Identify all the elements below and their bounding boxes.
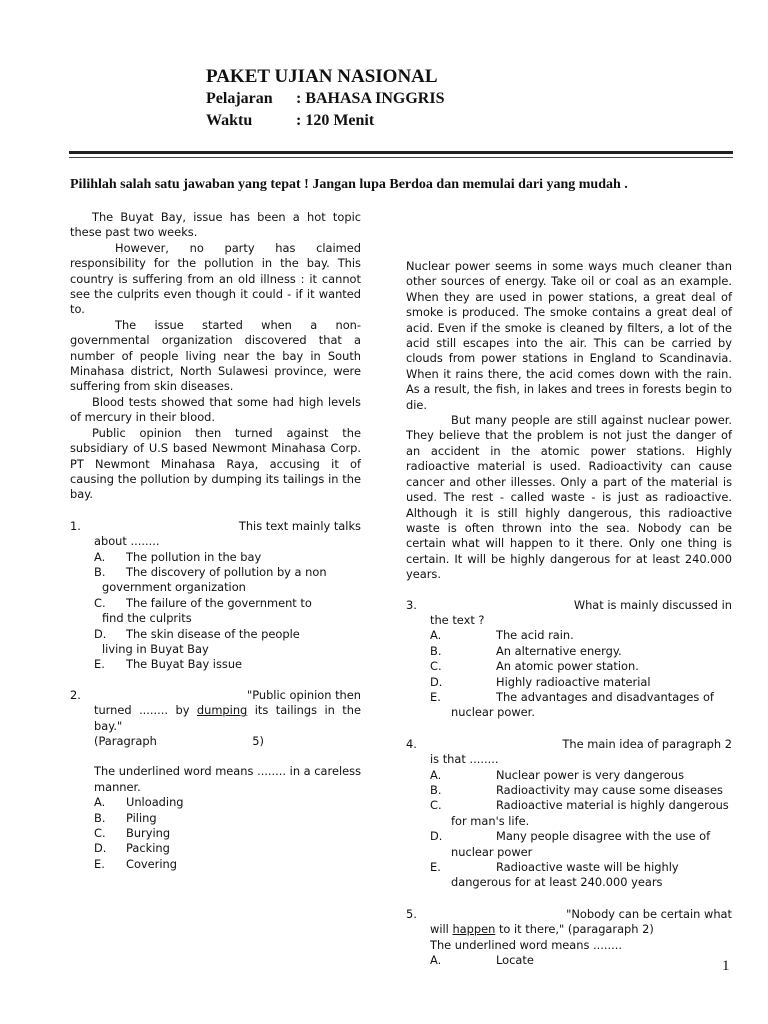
- question-4-stem-line1: The main idea of paragraph 2: [562, 736, 732, 751]
- option-text: The advantages and disadvantages of: [496, 689, 714, 704]
- option-letter: A.: [94, 549, 106, 564]
- question-5: [406, 907, 732, 969]
- stem-text: its tailings in the bay.": [94, 703, 361, 733]
- answer-option[interactable]: [406, 798, 732, 829]
- answer-option[interactable]: [70, 550, 361, 565]
- question-number: 2.: [70, 687, 81, 702]
- option-letter: C.: [94, 826, 106, 841]
- option-letter: D.: [94, 626, 107, 641]
- option-letter: A.: [430, 628, 442, 643]
- option-letter: C.: [430, 659, 442, 674]
- option-letter: A.: [430, 767, 442, 782]
- option-letter: A.: [430, 953, 442, 968]
- underlined-word: happen: [452, 922, 496, 937]
- exam-title: PAKET UJIAN NASIONAL: [206, 66, 438, 87]
- option-text: Covering: [126, 856, 177, 871]
- time-label: Waktu: [206, 112, 253, 129]
- question-4-stem-line2: is that ........: [430, 752, 499, 767]
- right-column: [406, 259, 732, 968]
- stem-text: to it there," (paragaraph 2): [495, 922, 654, 937]
- option-text: Radioactivity may cause some diseases: [496, 783, 723, 797]
- option-text: The acid rain.: [496, 628, 574, 643]
- option-letter: B.: [94, 810, 106, 825]
- question-2-stem-line3: [94, 734, 361, 749]
- question-number: 5.: [406, 906, 417, 921]
- answer-option[interactable]: [70, 627, 361, 658]
- passage1-paragraph-5: Public opinion then turned against the subsidiary of U.S based Newmont Minahasa Corp. PT Newmont Minahasa Raya, accusing it of causing the pollution by dumping its tailings in the bay.: [70, 425, 361, 502]
- option-text: The pollution in the bay: [126, 549, 262, 564]
- header-divider-thin: [69, 157, 733, 158]
- question-1-stem: [70, 519, 361, 550]
- option-text: The discovery of pollution by a non: [126, 564, 327, 579]
- question-2-stem-line1: "Public opinion then: [246, 687, 361, 702]
- page-number: 1: [722, 958, 730, 974]
- option-text: Burying: [126, 826, 171, 841]
- answer-option[interactable]: [406, 829, 732, 860]
- answer-option[interactable]: [406, 953, 732, 968]
- answer-option[interactable]: [70, 826, 361, 841]
- option-text-continued: nuclear power: [451, 844, 533, 859]
- answer-option[interactable]: [406, 659, 732, 674]
- passage1-paragraph-2: However, no party has claimed responsibility for the pollution in the bay. This country is suffering from an old illness : it cannot see the culprits even though it could - if it wanted to.: [70, 240, 361, 317]
- question-2-stem-line2: [94, 703, 361, 734]
- answer-option[interactable]: [70, 596, 361, 627]
- passage1-paragraph-1: The Buyat Bay, issue has been a hot topic these past two weeks.: [70, 210, 361, 240]
- option-letter: D.: [94, 841, 107, 856]
- option-letter: D.: [430, 674, 443, 689]
- option-text: An alternative energy.: [496, 643, 622, 658]
- answer-option[interactable]: [406, 768, 732, 783]
- option-letter: B.: [94, 564, 106, 579]
- option-text-continued: government organization: [102, 580, 246, 595]
- option-letter: C.: [94, 595, 106, 610]
- passage1-paragraph-3: The issue started when a non-governmental organization discovered that a number of people living near the bay in South Minahasa district, North Sulawesi province, were suffering from skin diseases.: [70, 317, 361, 394]
- question-3-stem: [406, 598, 732, 629]
- passage2-paragraph-1: Nuclear power seems in some ways much cleaner than other sources of energy. Take oil or coal as an example. When they are used in power stations, a great deal of smoke is produced. The smoke contains a great deal of acid. Even if the smoke is cleaned by filters, a lot of the acid still escapes into the air. This can be carried by clouds from power stations in England to Scandinavia. When it rains there, the acid comes down with the rain. As a result, the fish, in lakes and trees in forests begin to die.: [406, 259, 732, 412]
- option-text-continued: nuclear power.: [451, 705, 535, 720]
- option-text: The skin disease of the people: [126, 626, 300, 641]
- time-value: : 120 Menit: [296, 112, 375, 129]
- option-text: The Buyat Bay issue: [126, 657, 243, 672]
- question-2: [70, 688, 361, 872]
- question-1-stem-line2: about ........: [94, 534, 160, 549]
- subject-label: Pelajaran: [206, 90, 273, 107]
- option-text: Radioactive material is highly dangerous: [496, 798, 729, 813]
- question-2-prompt: The underlined word means ........ in a careless manner.: [94, 764, 361, 794]
- answer-option[interactable]: [70, 811, 361, 826]
- answer-option[interactable]: [406, 690, 732, 721]
- question-number: 3.: [406, 597, 417, 612]
- answer-option[interactable]: [406, 860, 732, 891]
- answer-option[interactable]: [406, 644, 732, 659]
- question-4: [406, 737, 732, 891]
- option-letter: D.: [430, 829, 443, 844]
- question-5-stem-line2: [430, 922, 732, 937]
- exam-header: [206, 66, 444, 132]
- option-text: Unloading: [126, 795, 184, 810]
- subject-value: : BAHASA INGGRIS: [296, 90, 445, 107]
- option-letter: E.: [430, 860, 441, 875]
- left-column: [70, 210, 361, 872]
- answer-option[interactable]: [70, 857, 361, 872]
- instruction-text: Pilihlah salah satu jawaban yang tepat ! Jangan lupa Berdoa dan memulai dari yang mudah .: [70, 177, 628, 192]
- answer-option[interactable]: [70, 657, 361, 672]
- question-3: [406, 598, 732, 721]
- option-text: Many people disagree with the use of: [496, 829, 711, 844]
- option-text-continued: living in Buyat Bay: [102, 641, 209, 656]
- question-number: 1.: [70, 518, 81, 533]
- option-letter: C.: [430, 798, 442, 813]
- option-text: Locate: [496, 953, 534, 968]
- option-text: Nuclear power is very dangerous: [496, 767, 685, 782]
- option-letter: A.: [94, 795, 106, 810]
- option-letter: B.: [430, 643, 442, 658]
- option-text: Piling: [126, 810, 157, 825]
- underlined-word: dumping: [196, 703, 248, 718]
- option-text: Highly radioactive material: [496, 674, 651, 689]
- question-3-stem-line1: What is mainly discussed in: [573, 597, 732, 612]
- option-text: Packing: [126, 841, 170, 856]
- option-text-continued: for man's life.: [451, 813, 530, 828]
- stem-text: 5): [252, 734, 264, 748]
- question-3-stem-line2: the text ?: [430, 612, 485, 627]
- passage2-paragraph-2: But many people are still against nuclear power. They believe that the problem is not just the danger of an accident in the atomic power stations. Highly radioactive material is used. Radioactivity can cause cancer and other illesses. Only a part of the material is used. The rest - called waste - is just as radioactive. Although it is still highly dangerous, this radioactive waste is often thrown into the sea. Nobody can be certain what will happen to it there. Only one thing is certain. It will be highly dangerous for at least 240.000 years.: [406, 413, 732, 582]
- option-letter: E.: [94, 856, 105, 871]
- answer-option[interactable]: [406, 783, 732, 798]
- question-5-stem: [406, 907, 732, 953]
- option-text: An atomic power station.: [496, 659, 639, 674]
- question-5-stem-line1: "Nobody can be certain what: [566, 906, 732, 921]
- option-text: The failure of the government to: [126, 595, 312, 610]
- passage1-paragraph-4: Blood tests showed that some had high levels of mercury in their blood.: [70, 394, 361, 425]
- answer-option[interactable]: [70, 841, 361, 856]
- question-number: 4.: [406, 736, 417, 751]
- answer-option[interactable]: [70, 795, 361, 810]
- answer-option[interactable]: [406, 628, 732, 643]
- header-divider-thick: [69, 151, 733, 154]
- option-letter: E.: [94, 657, 105, 672]
- question-1: [70, 519, 361, 673]
- option-text-continued: find the culprits: [102, 611, 192, 626]
- option-text: Radioactive waste will be highly: [496, 860, 679, 875]
- option-letter: E.: [430, 689, 441, 704]
- question-1-stem-line1: This text mainly talks: [238, 518, 361, 533]
- question-4-stem: [406, 737, 732, 768]
- question-2-stem: [70, 688, 361, 795]
- stem-text: (Paragraph: [94, 734, 157, 748]
- option-text-continued: dangerous for at least 240.000 years: [451, 875, 663, 890]
- stem-text: will: [430, 922, 453, 937]
- subject-row: [206, 88, 444, 110]
- stem-text: turned ........ by: [94, 703, 197, 718]
- question-5-prompt: The underlined word means ........: [430, 937, 623, 952]
- answer-option[interactable]: [406, 675, 732, 690]
- option-letter: B.: [430, 783, 442, 797]
- answer-option[interactable]: [70, 565, 361, 596]
- time-row: [206, 110, 444, 132]
